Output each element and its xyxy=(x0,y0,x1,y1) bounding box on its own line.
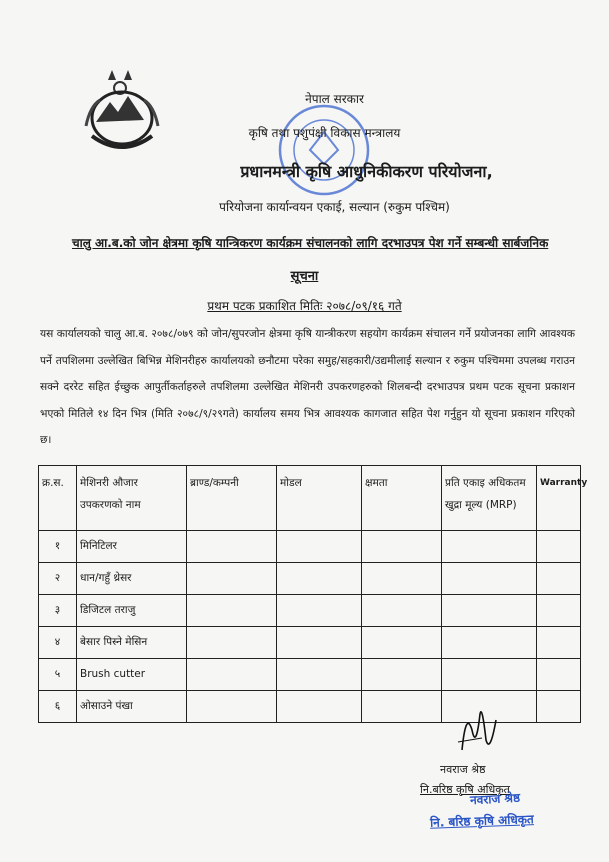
signatory-name: नवराज श्रेष्ठ xyxy=(440,763,486,776)
header-mrp: प्रति एकाइ अधिकतम खुद्रा मूल्य (MRP) xyxy=(442,466,537,531)
header-warranty: Warranty xyxy=(537,466,581,531)
header-item: मेशिनरी औजार उपकरणको नाम xyxy=(77,466,187,531)
nepal-emblem-icon xyxy=(82,66,162,162)
row-sn: ६ xyxy=(39,691,77,723)
table-row xyxy=(39,659,581,691)
stamp-role: नि. बरिष्ठ कृषि अधिकृत xyxy=(429,812,535,830)
stamp-name: नवराज श्रेष्ठ xyxy=(469,790,521,808)
row-item: डिजिटल तराजु xyxy=(77,595,187,627)
publish-date: प्रथम पटक प्रकाशित मितिः २०७८/०९/१६ गते xyxy=(207,299,402,313)
table-row xyxy=(39,627,581,659)
row-sn: ३ xyxy=(39,595,77,627)
header-sn: क्र.स. xyxy=(39,466,77,531)
header-brand: ब्राण्ड/कम्पनी xyxy=(187,466,277,531)
row-item: ओसाउने पंखा xyxy=(77,691,187,723)
signatory-role: नि.बरिष्ठ कृषि अधिकृत xyxy=(420,783,510,796)
signature-icon xyxy=(452,700,512,760)
table-header-row xyxy=(39,466,581,531)
table-row xyxy=(39,531,581,563)
government-name: नेपाल सरकार xyxy=(305,92,364,106)
row-item: मिनिटिलर xyxy=(77,531,187,563)
row-item: धान/गहुँ थ्रेसर xyxy=(77,563,187,595)
header-capacity: क्षमता xyxy=(362,466,442,531)
office-stamp-icon xyxy=(276,102,372,198)
office-name: परियोजना कार्यान्वयन एकाई, सल्यान (रुकुम पश्चिम) xyxy=(219,200,450,214)
notice-title: सूचना xyxy=(290,269,319,284)
table-row xyxy=(39,595,581,627)
row-sn: ५ xyxy=(39,659,77,691)
machinery-table xyxy=(38,465,588,723)
row-sn: २ xyxy=(39,563,77,595)
row-item: Brush cutter xyxy=(77,659,187,691)
table-row xyxy=(39,563,581,595)
header-model: मोडल xyxy=(277,466,362,531)
ministry-name: कृषि तथा पशुपंक्षी विकास मन्त्रालय xyxy=(248,126,401,140)
project-name: प्रधानमन्त्री कृषि आधुनिकीकरण परियोजना, xyxy=(240,162,493,181)
row-sn: ४ xyxy=(39,627,77,659)
row-item: बेसार पिस्ने मेसिन xyxy=(77,627,187,659)
notice-body: यस कार्यालयको चालु आ.ब. २०७८/०७९ को जोन/सुपरजोन क्षेत्रमा कृषि यान्त्रीकरण सहयोग कार्यक्रम संचालन गर्ने प्रयोजनका लागि आवश्यक पर्ने तपशिलमा उल्लेखित बिभिन्न मेशिनरीहरु कार्यालयको छनौटमा परेका समुह/सहकारी/उद्यमीलाई सल्यान र रुकुम पश्चिममा उपलब्ध गराउन सक्ने दररेट सहित ईच्छुक आपुर्तीकर्ताहरुले तपशिलमा उल्लेखित मेशिनरी उपकरणहरुको शिलबन्दी दरभाउपत्र प्रथम पटक सूचना प्रकाशन भएको मितिले १४ दिन भित्र (मिति २०७८/९/२९गते) कार्यालय समय भित्र आवश्यक कागजात सहित पेश गर्नुहुन यो सूचना प्रकाशन गरिएको छ। xyxy=(40,328,575,446)
row-sn: १ xyxy=(39,531,77,563)
notice-subject: चालु आ.ब.को जोन क्षेत्रमा कृषि यान्त्रिकरण कार्यक्रम संचालनको लागि दरभाउपत्र पेश गर्ने सम्बन्धी सार्बजनिक xyxy=(72,236,549,250)
